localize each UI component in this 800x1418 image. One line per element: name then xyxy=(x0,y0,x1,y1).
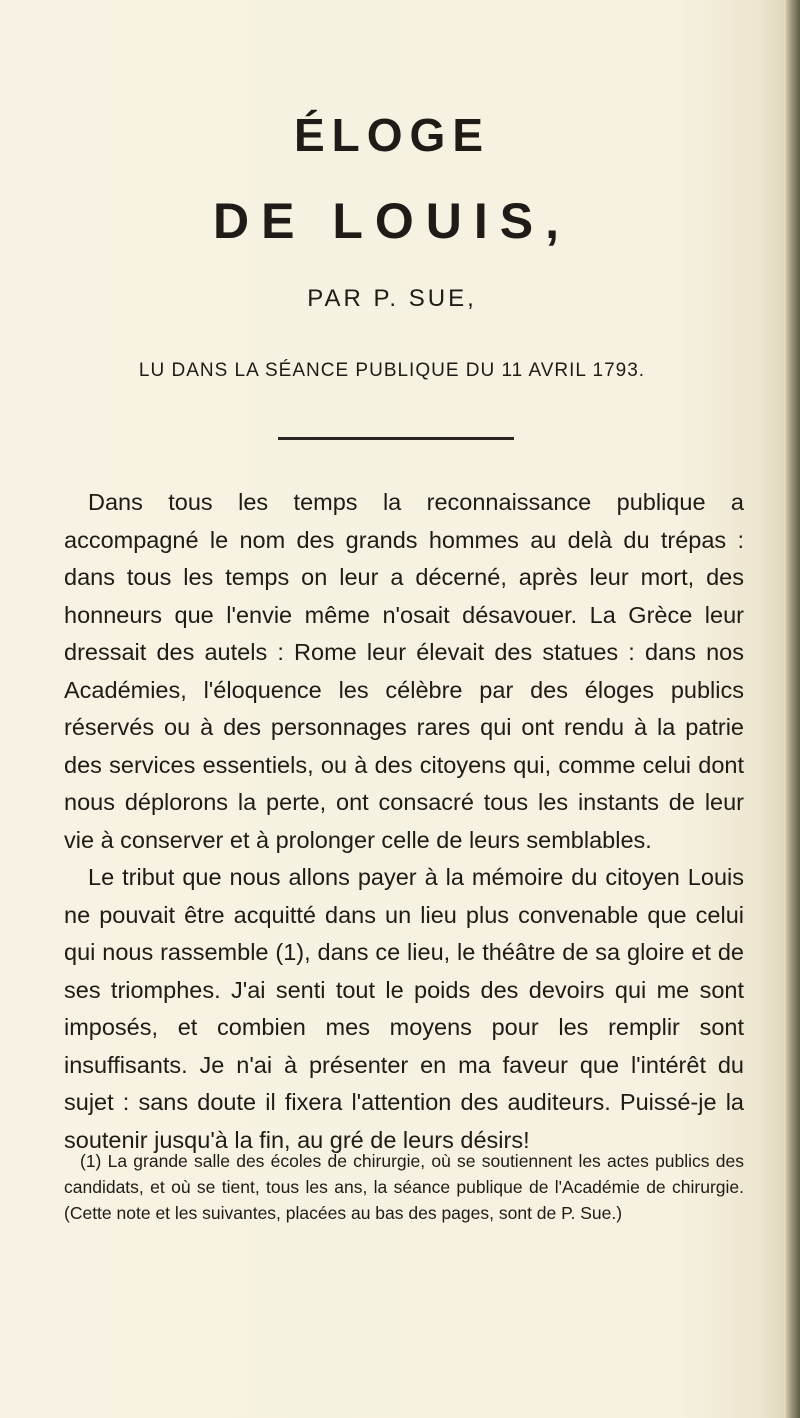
session-line: LU DANS LA SÉANCE PUBLIQUE DU 11 AVRIL 1793. xyxy=(138,360,646,381)
author-line: PAR P. SUE, xyxy=(307,285,477,312)
paragraph-2: Le tribut que nous allons payer à la mémoire du citoyen Louis ne pouvait être acquitté dans un lieu plus convenable que celui qui nous rassemble (1), dans ce lieu, le théâtre de sa gloire et de ses triomphes. J'ai senti tout le poids des devoirs qui me sont imposés, et combien mes moyens pour les remplir sont insuffisants. Je n'ai à présenter en ma faveur que l'intérêt du sujet : sans doute il fixera l'attention des auditeurs. Puissé-je la soutenir jusqu'à la fin, au gré de leurs désirs! xyxy=(64,864,744,1153)
footnote: (1) La grande salle des écoles de chirurgie, où se soutiennent les actes publics des candidats, et où se tient, tous les ans, la séance publique de l'Académie de chirurgie. (Cette note et les suivantes, placées au bas des pages, sont de P. Sue.) xyxy=(64,1151,744,1223)
separator-rule xyxy=(278,437,514,440)
title-de-louis: DE LOUIS, xyxy=(212,193,572,249)
title-eloge: ÉLOGE xyxy=(293,109,491,161)
page-binding-edge xyxy=(786,0,800,1418)
main-text xyxy=(64,484,744,1159)
paragraph-1: Dans tous les temps la reconnaissance publique a accompagné le nom des grands hommes au delà du trépas : dans tous les temps on leur a décerné, après leur mort, des honneurs que l'envie même n'osait désavouer. La Grèce leur dressait des autels : Rome leur élevait des statues : dans nos Académies, l'éloquence les célèbre par des éloges publics réservés ou à des personnages rares qui ont rendu à la patrie des services essentiels, ou à des citoyens qui, comme celui dont nous déplorons la perte, ont consacré tous les instants de leur vie à conserver et à prolonger celle de leurs semblables. xyxy=(64,489,744,853)
